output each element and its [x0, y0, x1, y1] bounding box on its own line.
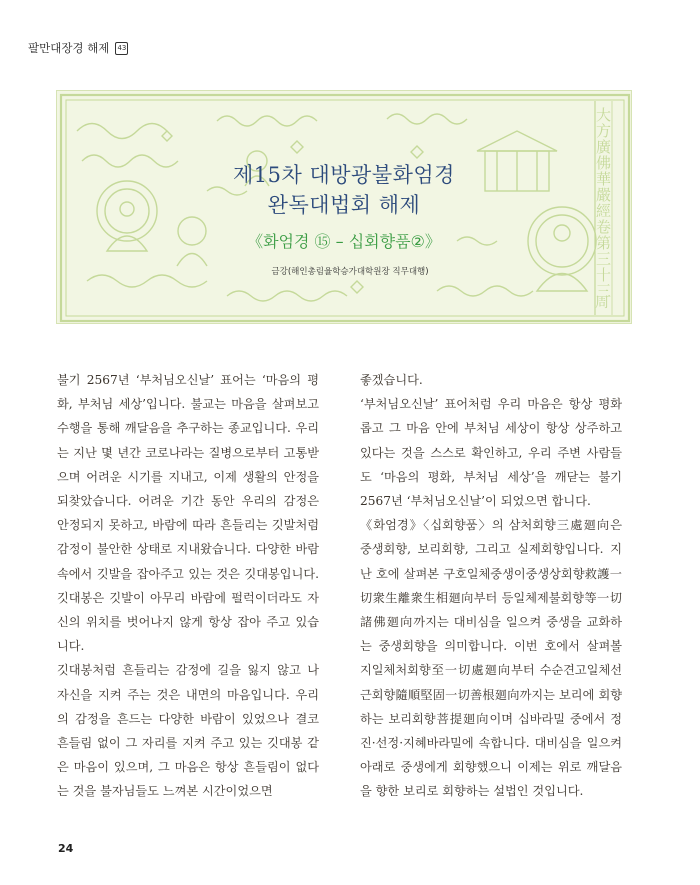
body-column-right: [360, 368, 622, 804]
banner-title-line-1: 제15차 대방광불화엄경: [233, 163, 455, 187]
page-number: 24: [58, 842, 74, 855]
paragraph: 좋겠습니다.: [360, 373, 423, 387]
banner-author: 금강(해인총림율학승가대학원장 직무대행): [271, 267, 429, 277]
paragraph: 《화엄경》〈십회향품〉의 삼처회향三處廻向은 중생회향, 보리회향, 그리고 실제회향입니다. 지난 호에 살펴본 구호일체중생이중생상회향救護一切衆生離衆生相廻向부터 등일체제불회향等一切諸佛廻向까지는 대비심을 일으켜 중생을 교화하는 중생회향을 의미합니다. 이번 호에서 살펴볼 지일체처회향至一切處廻向부터 수순견고일체선근회향隨順堅固一切善根廻向까지는 보리에 회향하는 보리회향菩提廻向이며 십바라밀 중에서 정진·선정·지혜바라밀에 속합니다. 대비심을 일으켜 아래로 중생에게 회향했으니 이제는 위로 깨달음을 향한 보리로 회향하는 설법인 것입니다.: [360, 518, 622, 799]
sutra-volume-text: 大方廣佛華嚴經卷第三十三: [594, 107, 612, 299]
banner-subtitle: 《화엄경 ⑮ – 십회향품②》: [247, 232, 441, 251]
sutra-plate-char: 周: [595, 295, 609, 311]
paragraph: 불기 2567년 ‘부처님오신날’ 표어는 ‘마음의 평화, 부처님 세상’입니다. 불교는 마음을 살펴보고 수행을 통해 깨달음을 추구하는 종교입니다. 우리는 지난 몇 년간 코로나라는 질병으로부터 고통받으며 어려운 시기를 지내고, 이제 생활의 안정을 되찾았습니다. 어려운 기간 동안 우리의 감정은 안정되지 못하고, 바람에 따라 흔들리는 깃발처럼 감정이 불안한 상태로 지내왔습니다. 다양한 바람 속에서 깃발을 잡아주고 있는 것은 깃대봉입니다. 깃대봉은 깃발이 아무리 바람에 펄럭이더라도 자신의 위치를 벗어나지 않게 항상 잡아 주고 있습니다.: [57, 373, 319, 654]
banner-title-line-2: 완독대법회 해제: [267, 193, 421, 217]
body-column-left: [57, 368, 319, 804]
running-head: [28, 40, 128, 56]
running-head-title: 팔만대장경 해제: [28, 41, 110, 55]
paragraph: ‘부처님오신날’ 표어처럼 우리 마음은 항상 평화롭고 그 마음 안에 부처님 세상이 항상 상주하고 있다는 것을 스스로 확인하고, 우리 주변 사람들도 ‘마음의 평화, 부처님 세상’을 깨닫는 불기 2567년 ‘부처님오신날’이 되었으면 합니다.: [360, 397, 622, 509]
issue-seal-icon: 43: [115, 42, 128, 55]
paragraph: 깃대봉처럼 흔들리는 감정에 길을 잃지 않고 나 자신을 지켜 주는 것은 내면의 마음입니다. 우리의 감정을 흔드는 다양한 바람이 있었으나 결코 흔들림 없이 그 자리를 지켜 주고 있는 깃대봉 같은 마음이 있으며, 그 마음은 항상 흔들림이 없다는 것을 불자님들도 느껴본 시간이었으면: [57, 663, 319, 799]
title-banner: [56, 90, 632, 324]
